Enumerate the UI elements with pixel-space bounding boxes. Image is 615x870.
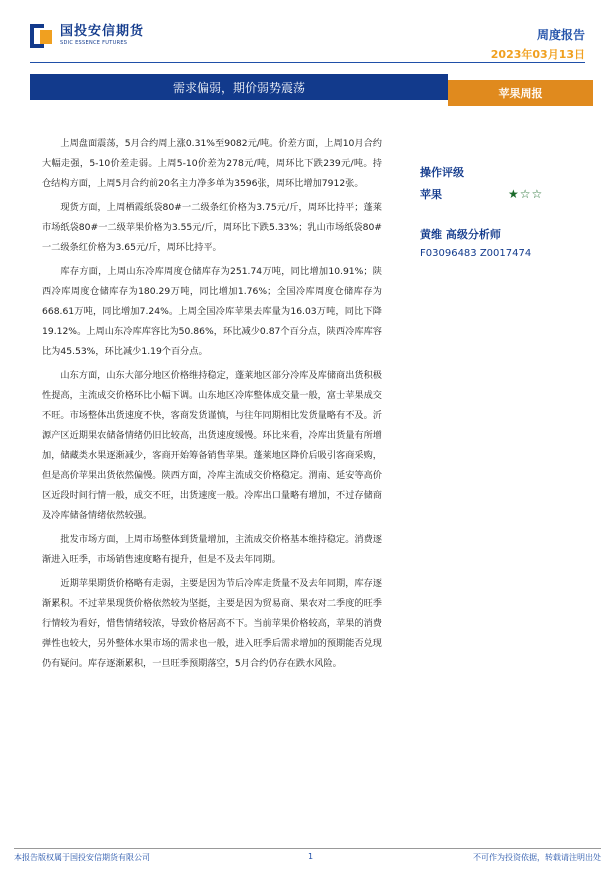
rating-symbol: 苹果 [420, 188, 442, 201]
header-divider [30, 62, 585, 63]
category-label: 苹果周报 [498, 87, 543, 100]
paragraph-wholesale: 批发市场方面，上周市场整体到货量增加，主流成交价格基本维持稳定。消费逐渐进入旺季，市场销售速度略有提升，但是不及去年同期。 [42, 534, 382, 565]
paragraph-regions: 山东方面，山东大部分地区价格维持稳定，蓬莱地区部分冷库及库储商出货积极性提高，主流成交价格环比小幅下调。山东地区冷库整体成交量一般，富士苹果成交不旺。市场整体出货速度不快，客商发货谨慎，与往年同期相比发货量略有不及。沂源产区近期果农储备情绪仍旧比较高，出货速度缓慢。环比来看，冷库出货量有所增加，储藏类水果逐渐减少，客商开始筹备销售苹果。蓬莱地区降价后吸引客商采购，但是高价苹果出货依然偏慢。陕西方面，冷库主流成交价格稳定。渭南、延安等高价区近段时间行情一般，成交不旺，出货速度一般。冷库出口量略有增加，不过存储商及冷库储备情绪依然较强。 [42, 370, 382, 521]
report-title-bar [30, 74, 448, 100]
rating-row [420, 186, 590, 202]
company-logo [30, 24, 144, 48]
footer-disclaimer: 不可作为投资依据，转载请注明出处 [473, 853, 601, 862]
analyst-codes: F03096483 Z0017474 [420, 248, 532, 259]
logo-cn-text: 国投安信期货 [60, 24, 145, 39]
sidebar [420, 164, 590, 259]
rating-stars-icon: ★☆☆ [508, 187, 544, 201]
page-number: 1 [308, 852, 314, 861]
paragraph-futures: 上周盘面震荡，5月合约周上涨0.31%至9082元/吨。价差方面，上周10月合约大幅走强，5-10价差走弱。上周5-10价差为278元/吨，周环比下跌239元/吨。持仓结构方面，上周5月合约前20名主力净多单为3596张，周环比增加7912张。 [42, 138, 382, 189]
report-date: 2023年03月13日 [490, 48, 585, 61]
logo-mark-icon [30, 24, 54, 48]
report-title: 需求偏弱，期价弱势震荡 [172, 80, 305, 95]
report-body [42, 134, 382, 678]
analyst-name: 黄维 高级分析师 [420, 228, 501, 241]
paragraph-spot: 现货方面，上周栖霞纸袋80#一二级条红价格为3.75元/斤，周环比持平；蓬莱市场纸袋80#一二级苹果价格为3.55元/斤，周环比下跌5.33%；乳山市场纸袋80#一二级条红价格为3.65元/斤，周环比持平。 [42, 202, 382, 253]
footer-divider [14, 848, 601, 849]
footer-copyright: 本报告版权属于国投安信期货有限公司 [14, 853, 150, 862]
rating-heading: 操作评级 [420, 166, 464, 179]
report-type: 周度报告 [536, 28, 585, 42]
paragraph-outlook: 近期苹果期货价格略有走弱，主要是因为节后冷库走货量不及去年同期，库存逐渐累积。不过苹果现货价格依然较为坚挺，主要是因为贸易商、果农对二季度的旺季行情较为看好，惜售情绪较浓，导致价格居高不下。当前苹果价格较高，苹果的消费弹性也较大，另外整体水果市场的需求也一般，进入旺季后需求增加的预期能否兑现仍有疑问。库存逐渐累积，一旦旺季预期落空，5月合约仍存在跌水风险。 [42, 578, 382, 669]
category-bar [448, 80, 593, 106]
logo-en-text: SDIC ESSENCE FUTURES [60, 40, 128, 46]
paragraph-inventory: 库存方面，上周山东冷库周度仓储库存为251.74万吨，同比增加10.91%；陕西冷库周度仓储库存为180.29万吨，同比增加1.76%；全国冷库周度仓储库存为668.61万吨，同比增加7.24%。上周全国冷库苹果去库量为16.03万吨，同比下降19.12%。上周山东冷库库容比为50.86%，环比减少0.87个百分点，陕西冷库库容比为45.53%，环比减少1.19个百分点。 [42, 266, 382, 357]
